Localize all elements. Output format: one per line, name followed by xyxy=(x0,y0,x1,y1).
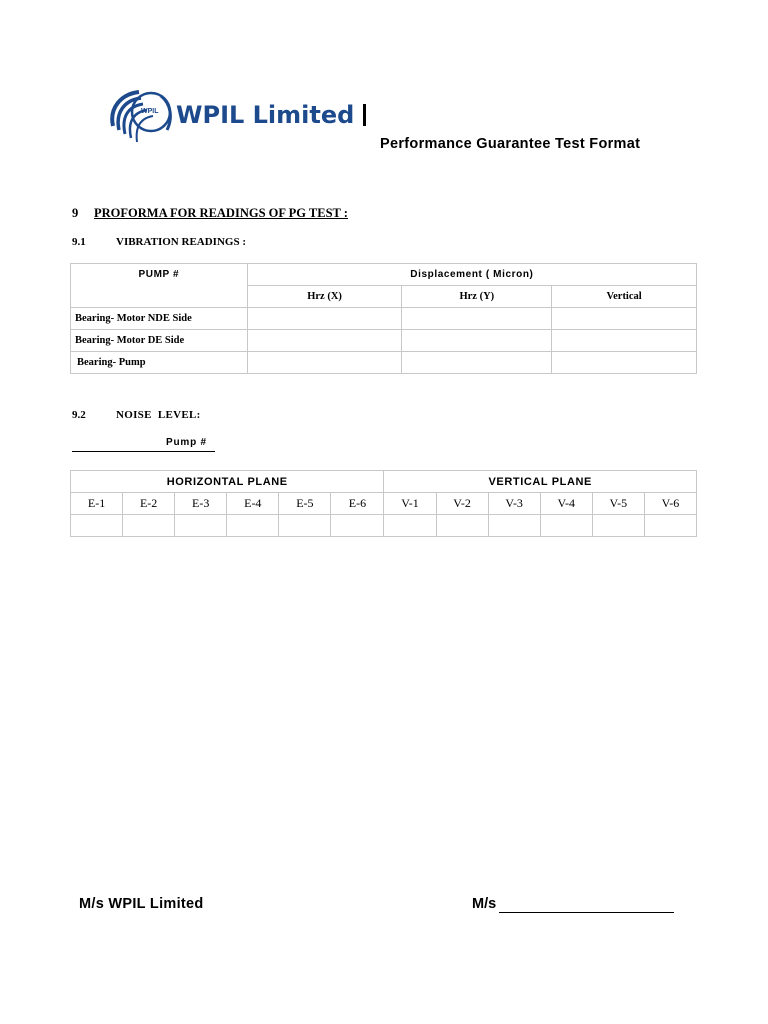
displacement-header: Displacement ( Micron) xyxy=(247,264,696,286)
hrz-x-header: Hrz (X) xyxy=(247,286,402,308)
cell-input[interactable] xyxy=(540,515,592,537)
cell-input[interactable] xyxy=(331,515,384,537)
table-row xyxy=(71,515,697,537)
point-e6: E-6 xyxy=(331,493,384,515)
cell-input[interactable] xyxy=(71,515,123,537)
section-9-2-title: NOISE LEVEL: xyxy=(116,409,201,421)
cell-input[interactable] xyxy=(247,330,402,352)
cell-input[interactable] xyxy=(552,352,697,374)
point-e1: E-1 xyxy=(71,493,123,515)
pump-header: PUMP # xyxy=(71,264,248,308)
cell-input[interactable] xyxy=(402,308,552,330)
logo-divider xyxy=(363,104,366,126)
cell-input[interactable] xyxy=(227,515,279,537)
cell-input[interactable] xyxy=(644,515,696,537)
vibration-readings-table xyxy=(70,263,697,374)
section-9-1-number: 9.1 xyxy=(72,236,86,248)
point-e3: E-3 xyxy=(175,493,227,515)
point-e4: E-4 xyxy=(227,493,279,515)
cell-input[interactable] xyxy=(436,515,488,537)
section-9-title: PROFORMA FOR READINGS OF PG TEST : xyxy=(94,206,348,220)
table-header-row xyxy=(71,264,697,286)
point-v1: V-1 xyxy=(384,493,436,515)
section-9-1-title: VIBRATION READINGS : xyxy=(116,236,246,248)
cell-input[interactable] xyxy=(279,515,331,537)
point-v5: V-5 xyxy=(592,493,644,515)
vertical-header: Vertical xyxy=(552,286,697,308)
signature-customer-label: M/s xyxy=(472,896,497,912)
pump-label: Pump # xyxy=(166,437,207,448)
section-9-2-number: 9.2 xyxy=(72,409,86,421)
point-e2: E-2 xyxy=(123,493,175,515)
vertical-plane-header: VERTICAL PLANE xyxy=(384,471,697,493)
cell-input[interactable] xyxy=(402,330,552,352)
point-v2: V-2 xyxy=(436,493,488,515)
signature-wpil: M/s WPIL Limited xyxy=(79,896,204,912)
cell-input[interactable] xyxy=(402,352,552,374)
row-label-pump: Bearing- Pump xyxy=(71,352,248,374)
row-label-motor-nde: Bearing- Motor NDE Side xyxy=(71,308,248,330)
point-v6: V-6 xyxy=(644,493,696,515)
row-label-motor-de: Bearing- Motor DE Side xyxy=(71,330,248,352)
point-v4: V-4 xyxy=(540,493,592,515)
noise-level-table xyxy=(70,470,697,537)
table-header-row xyxy=(71,471,697,493)
logo-text: WPIL Limited xyxy=(176,101,355,129)
cell-input[interactable] xyxy=(488,515,540,537)
logo-emblem-text: WPIL xyxy=(141,108,159,115)
cell-input[interactable] xyxy=(552,308,697,330)
section-9-number: 9 xyxy=(72,206,79,220)
table-subheader-row xyxy=(71,493,697,515)
logo-emblem-icon xyxy=(112,92,170,142)
table-row xyxy=(71,330,697,352)
cell-input[interactable] xyxy=(592,515,644,537)
hrz-y-header: Hrz (Y) xyxy=(402,286,552,308)
cell-input[interactable] xyxy=(247,352,402,374)
point-v3: V-3 xyxy=(488,493,540,515)
cell-input[interactable] xyxy=(123,515,175,537)
horizontal-plane-header: HORIZONTAL PLANE xyxy=(71,471,384,493)
point-e5: E-5 xyxy=(279,493,331,515)
table-row xyxy=(71,308,697,330)
document-title: Performance Guarantee Test Format xyxy=(380,136,641,152)
cell-input[interactable] xyxy=(175,515,227,537)
cell-input[interactable] xyxy=(552,330,697,352)
signature-customer-blank[interactable] xyxy=(499,912,674,913)
cell-input[interactable] xyxy=(384,515,436,537)
cell-input[interactable] xyxy=(247,308,402,330)
pump-number-blank[interactable] xyxy=(72,451,215,452)
table-row xyxy=(71,352,697,374)
